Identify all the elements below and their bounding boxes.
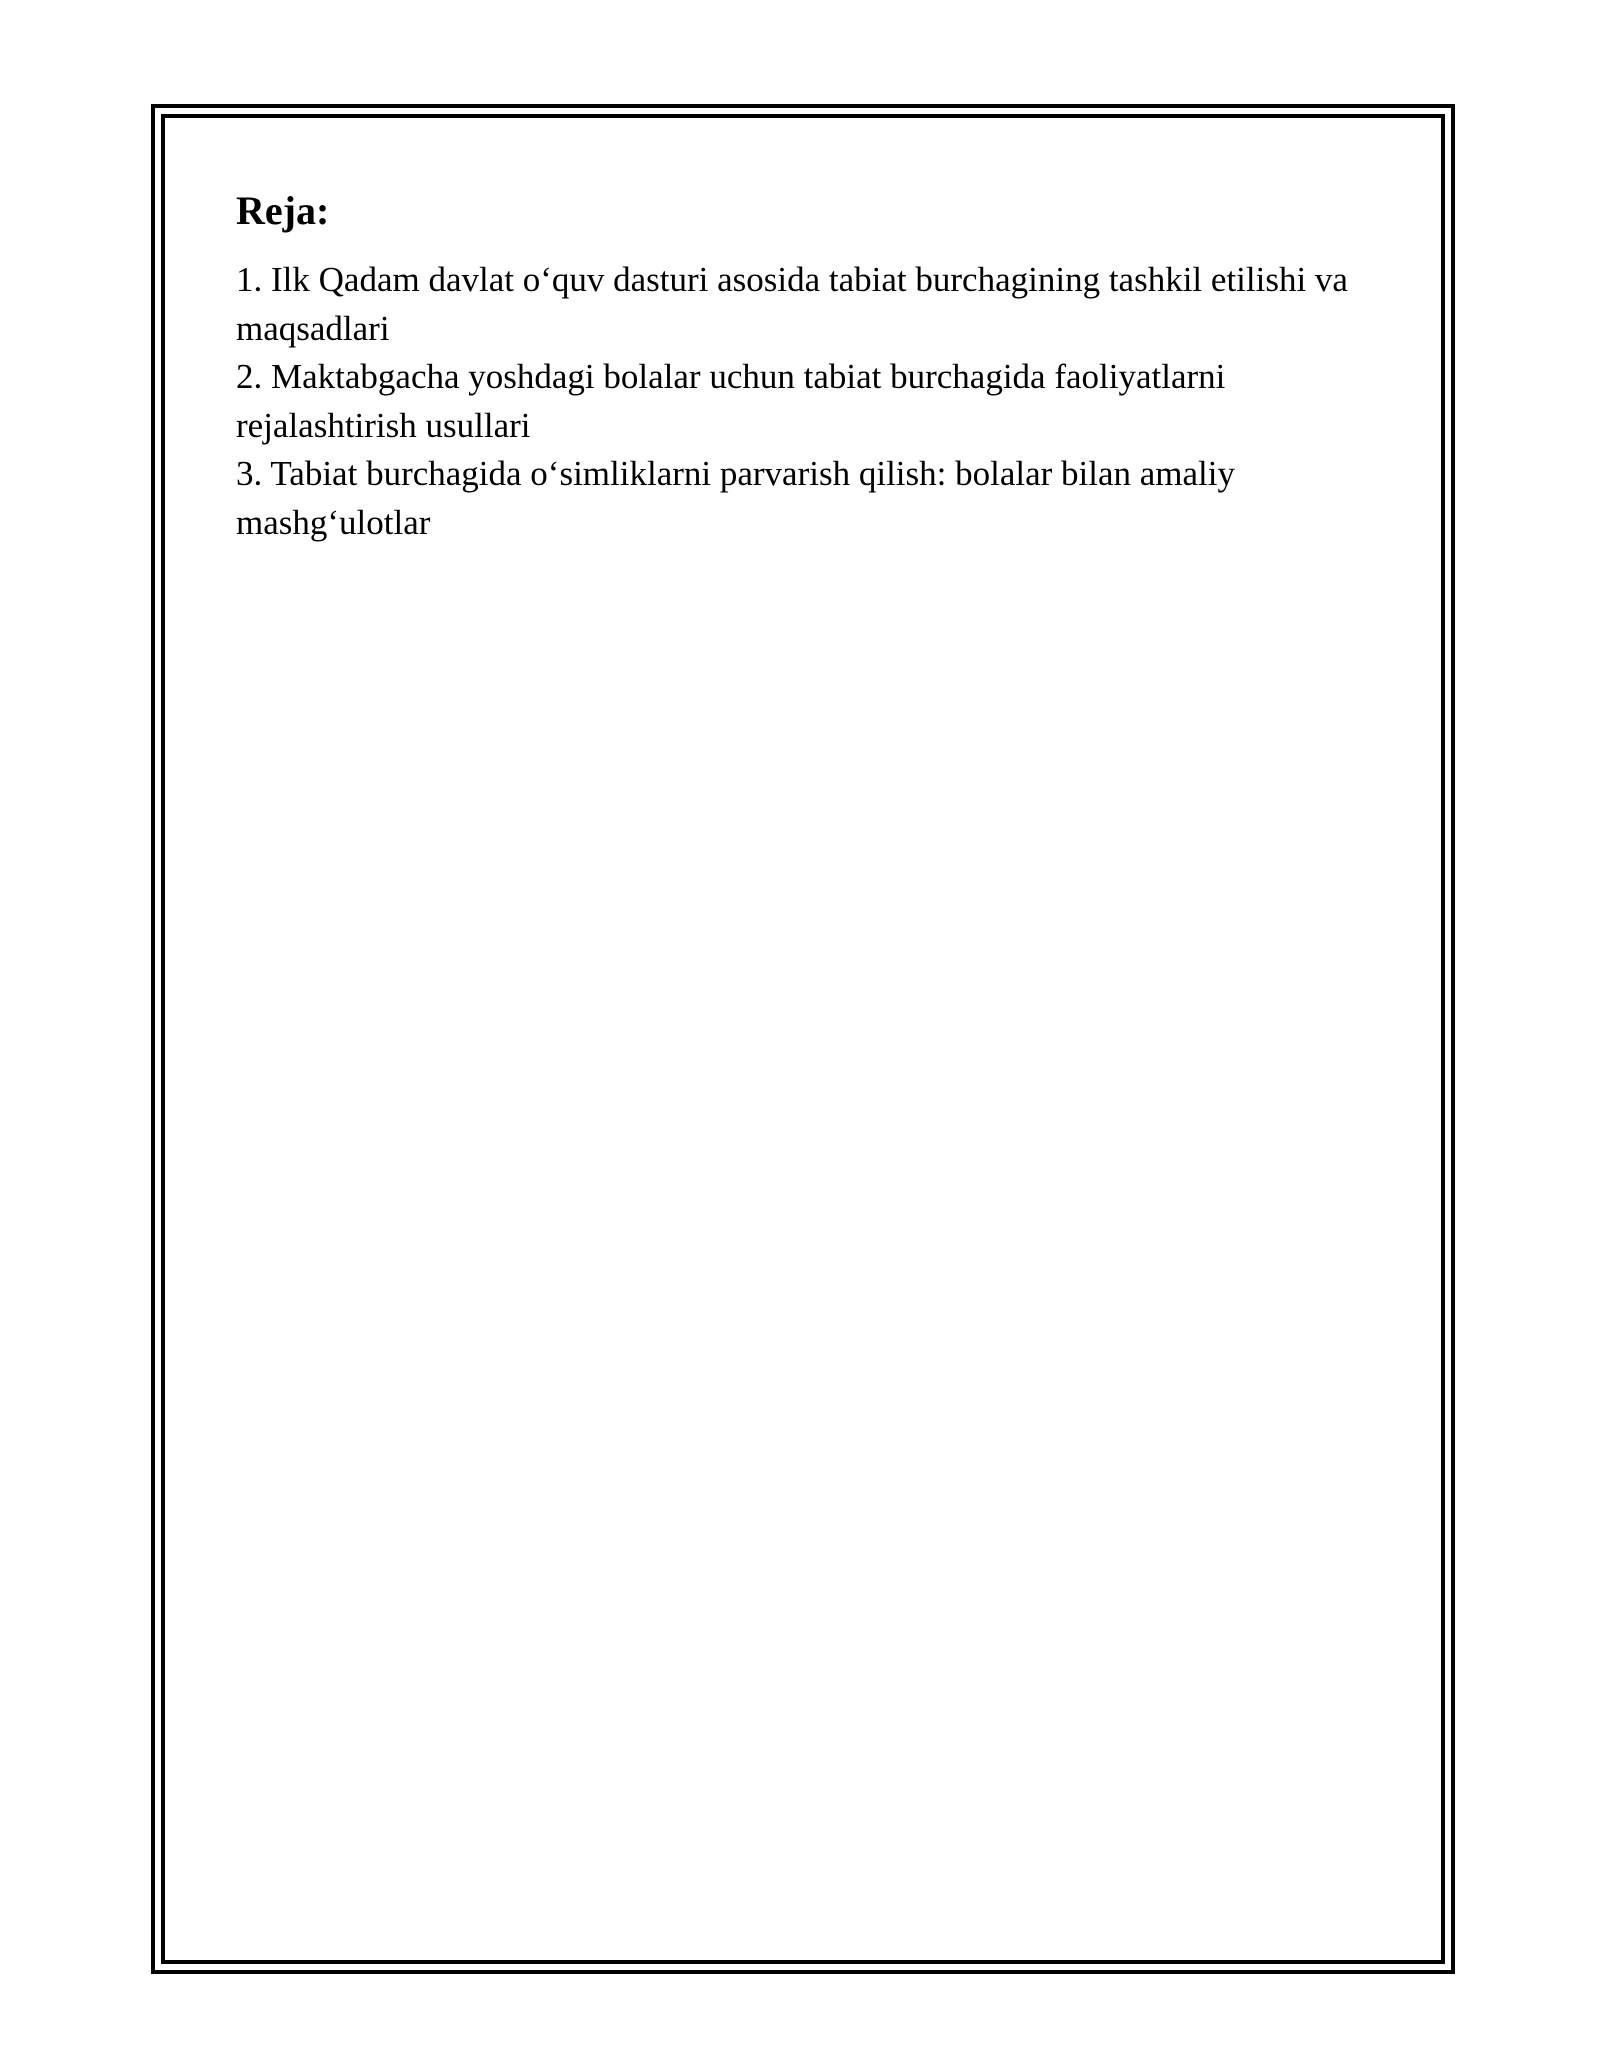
plan-list bbox=[236, 256, 1386, 547]
plan-heading: Reja: bbox=[236, 188, 330, 233]
plan-item-1: 1. Ilk Qadam davlat o‘quv dasturi asosida tabiat burchagining tashkil etilishi va maqsadlari bbox=[236, 260, 1348, 348]
plan-item-2: 2. Maktabgacha yoshdagi bolalar uchun tabiat burchagida faoliyatlarni rejalashtirish usullari bbox=[236, 357, 1226, 445]
plan-item-3: 3. Tabiat burchagida o‘simliklarni parvarish qilish: bolalar bilan amaliy mashg‘ulotlar bbox=[236, 454, 1236, 542]
page-content bbox=[236, 186, 1386, 547]
